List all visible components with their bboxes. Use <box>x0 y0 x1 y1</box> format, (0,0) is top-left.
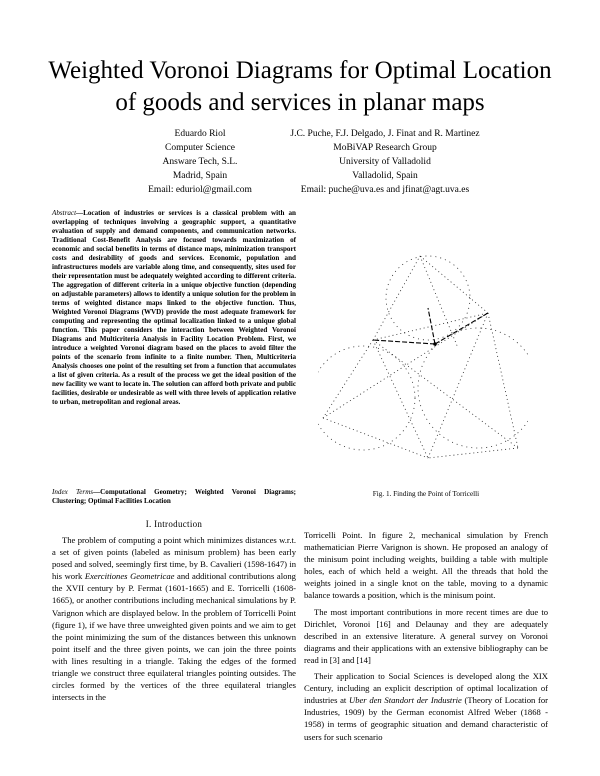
author-affiliation: MoBiVAP Research Group <box>333 143 437 153</box>
author-name: Eduardo Riol <box>174 129 226 139</box>
title-line-1: Weighted Voronoi Diagrams for Optimal Location <box>48 57 552 84</box>
figure-dotted-lines <box>323 256 518 458</box>
index-terms-label: Index Terms <box>52 488 94 496</box>
intro-text-b: and additional contributions along the XVII century by P. Fermat (1601-1665) and E. Torricelli (1608-1665), or another contributions including mechanical simulations by P. Varignon which are displayed below. In the problem of Torricelli Point (figure 1), if we have three unweighted given points and we aim to get the point minimizing the sum of the distances between this unknown point itself and the three given points, we can join the three points with lines resulting in a triangle. Taking the edges of the formed triangle we construct three equilateral triangles pointing outsides. The circles formed by the vertices of the three equilateral triangles intersects in the <box>52 571 296 703</box>
author-organization: University of Valladolid <box>339 157 431 167</box>
title-line-2: of goods and services in planar maps <box>115 89 485 116</box>
section-heading: I. Introduction <box>145 519 203 529</box>
author-email: Email: puche@uva.es and jfinat@agt.uva.es <box>300 185 470 195</box>
col2-paragraph-3 <box>304 670 548 743</box>
col2-text-b: (Theory of Location for Industries, 1909) by the German economist Alfred Weber (1868 - 1958) in terms of geographic situation and demand characteristic of users for such scenario <box>304 695 548 742</box>
intro-work-title: Exercitiones Geometricae <box>84 571 175 582</box>
col2-paragraph-2: The most important contributions in more recent times are due to Dirichlet, Voronoi [16] and Delaunay and they are adequately described in an extensive literature. A general survey on Voronoi diagrams and their applications with an extensive bibliography can be read in [3] and [14] <box>304 606 548 665</box>
torricelli-figure <box>318 248 528 480</box>
figure-caption: Fig. 1. Finding the Point of Torricelli <box>372 490 480 498</box>
figure-solid-lines <box>373 308 488 344</box>
col2-work-title: Uber den Standort der Industrie <box>348 695 462 706</box>
author-name: J.C. Puche, F.J. Delgado, J. Finat and R. Martinez <box>290 129 480 139</box>
index-terms <box>52 488 296 506</box>
abstract-text: —Location of industries or services is a classical problem with an overlapping of techniques involving a geographic support, a quantitative evaluation of supply and demand components, and communication networks. Traditional Cost-Benefit Analysis are focused towards maximization of economic and social benefits in terms of distance maps, minimization transport costs and desirability of goods and services. Economic, population and infrastructures models are variable along time, and consequently, sites used for their representation must be adequately weighted according to different criteria. The aggregation of different criteria in a unique objective function (depending on adjustable parameters) allows to identify a unique solution for the problem in terms of weighted distance maps linked to the objective function. Thus, Weighted Voronoi Diagrams (WVD) provide the most adequate framework for computing and representing the optimal localization linked to a unique global function. This paper considers the interaction between Weighted Voronoi Diagrams and Multicriteria Analysis in Facility Location Problem. First, we introduce a weighted Voronoi diagram based on the places to avoid filter the points of the scenario from infinite to a finite number. Then, Multicriteria Analysis chooses one point of the resulting set from a function that accumulates a list of given criteria. As a result of the process we get the ideal position of the new facility we want to locate in. The solution can afford both private and public facilities, desirable or undesirable as well with three levels of application relative to urban, metropolitan and regional areas. <box>52 209 296 406</box>
abstract-label: Abstract <box>52 209 77 217</box>
col2-paragraph-1: Torricelli Point. In figure 2, mechanical simulation by French mathematician Pierre Varignon is shown. He proposed an analogy of the minisum point including weights, building a table with multiple holes, each of which held a weight. All the threads that hold the weights joined in a single knot on the table, moving to a dynamic balance towards a position, which is the minisum point. <box>304 530 548 601</box>
author-email: Email: eduriol@gmail.com <box>148 185 252 195</box>
abstract <box>52 209 296 407</box>
author-city: Valladolid, Spain <box>352 171 418 181</box>
index-terms-text: —Computational Geometry; Weighted Voronoi Diagrams; Clustering; Optimal Facilities Location <box>52 488 296 505</box>
torricelli-point <box>433 342 437 346</box>
author-block-2 <box>252 127 518 197</box>
author-affiliation: Computer Science <box>165 143 235 153</box>
author-city: Madrid, Spain <box>172 171 228 181</box>
intro-paragraph-1 <box>52 534 296 703</box>
col2-text-a: Their application to Social Sciences is developed along the XIX Century, including an explicit description of optimal localization of industries at <box>304 671 548 706</box>
author-organization: Answare Tech, S.L. <box>162 157 238 167</box>
intro-column-left <box>52 534 296 703</box>
paper-title <box>30 55 570 119</box>
intro-text-a: The problem of computing a point which minimizes distances w.r.t. a set of given points (labeled as minisum problem) has been early posed and solved, seemingly first time, by B. Cavalieri (1598-1647) in his work <box>52 535 296 582</box>
intro-column-right <box>304 529 548 747</box>
